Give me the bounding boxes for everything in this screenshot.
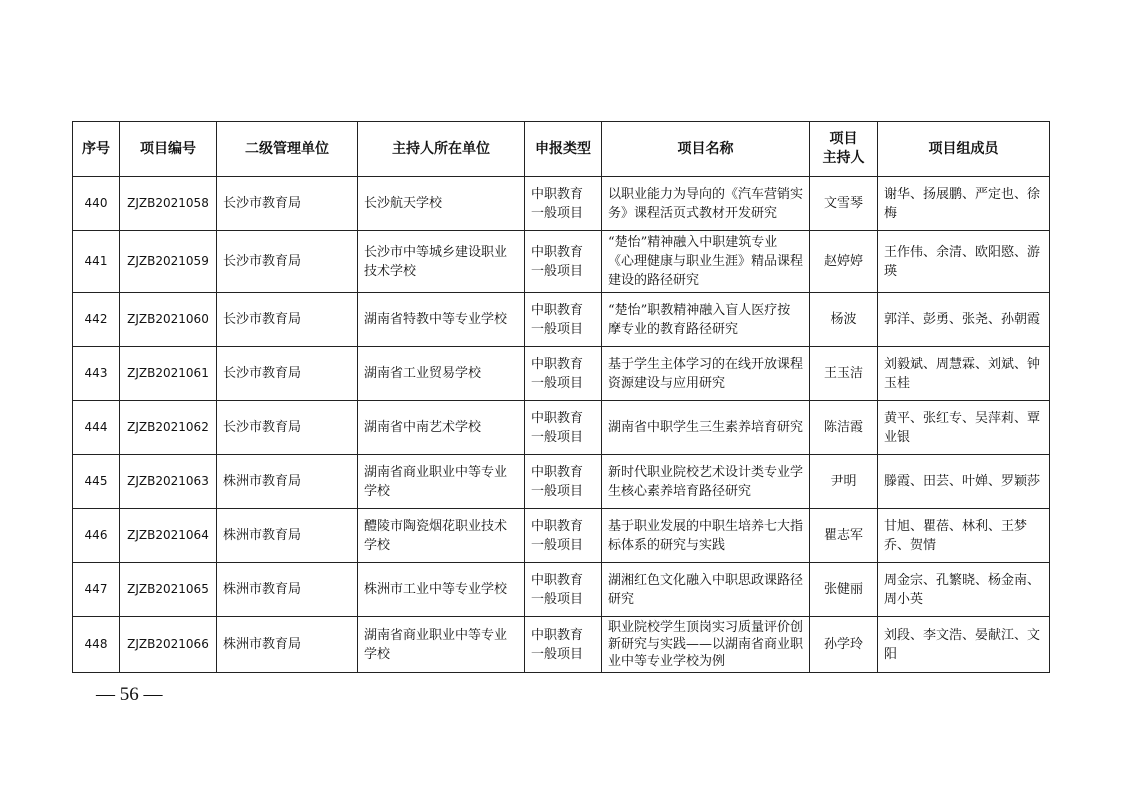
cell-code: ZJZB2021064	[120, 509, 217, 563]
cell-host-unit: 湖南省商业职业中等专业学校	[358, 617, 525, 673]
page-number: — 56 —	[96, 684, 163, 705]
cell-seq: 444	[73, 401, 120, 455]
cell-host: 孙学玲	[810, 617, 878, 673]
cell-name: 湖南省中职学生三生素养培育研究	[602, 401, 810, 455]
cell-unit: 长沙市教育局	[217, 231, 358, 293]
cell-host-unit: 湖南省特教中等专业学校	[358, 293, 525, 347]
cell-host: 陈洁霞	[810, 401, 878, 455]
cell-type: 中职教育一般项目	[525, 455, 602, 509]
cell-code: ZJZB2021063	[120, 455, 217, 509]
cell-host-unit: 长沙市中等城乡建设职业技术学校	[358, 231, 525, 293]
table-row	[73, 617, 1050, 673]
cell-name: “楚怡”职教精神融入盲人医疗按摩专业的教育路径研究	[602, 293, 810, 347]
cell-code: ZJZB2021059	[120, 231, 217, 293]
cell-name: 基于职业发展的中职生培养七大指标体系的研究与实践	[602, 509, 810, 563]
cell-members: 黄平、张红专、吴萍莉、覃业银	[878, 401, 1050, 455]
cell-unit: 株洲市教育局	[217, 617, 358, 673]
cell-name: “楚怡”精神融入中职建筑专业《心理健康与职业生涯》精品课程建设的路径研究	[602, 231, 810, 293]
cell-unit: 长沙市教育局	[217, 401, 358, 455]
header-members: 项目组成员	[878, 122, 1050, 177]
cell-host: 尹明	[810, 455, 878, 509]
cell-members: 谢华、扬展鹏、严定也、徐梅	[878, 177, 1050, 231]
table-row	[73, 455, 1050, 509]
cell-members: 刘段、李文浩、晏献江、文阳	[878, 617, 1050, 673]
cell-members: 郭洋、彭勇、张尧、孙朝霞	[878, 293, 1050, 347]
table-row	[73, 177, 1050, 231]
cell-name: 以职业能力为导向的《汽车营销实务》课程活页式教材开发研究	[602, 177, 810, 231]
cell-host: 瞿志军	[810, 509, 878, 563]
cell-seq: 448	[73, 617, 120, 673]
cell-type: 中职教育一般项目	[525, 231, 602, 293]
cell-type: 中职教育一般项目	[525, 347, 602, 401]
cell-unit: 株洲市教育局	[217, 509, 358, 563]
cell-host-unit: 株洲市工业中等专业学校	[358, 563, 525, 617]
cell-host: 赵婷婷	[810, 231, 878, 293]
cell-seq: 442	[73, 293, 120, 347]
cell-host: 杨波	[810, 293, 878, 347]
header-host-unit: 主持人所在单位	[358, 122, 525, 177]
cell-name: 职业院校学生顶岗实习质量评价创新研究与实践——以湖南省商业职业中等专业学校为例	[602, 617, 810, 673]
table-row	[73, 347, 1050, 401]
cell-type: 中职教育一般项目	[525, 563, 602, 617]
cell-name: 新时代职业院校艺术设计类专业学生核心素养培育路径研究	[602, 455, 810, 509]
table-row	[73, 401, 1050, 455]
cell-code: ZJZB2021062	[120, 401, 217, 455]
cell-code: ZJZB2021060	[120, 293, 217, 347]
cell-unit: 长沙市教育局	[217, 347, 358, 401]
cell-host-unit: 湖南省中南艺术学校	[358, 401, 525, 455]
header-code: 项目编号	[120, 122, 217, 177]
table-row	[73, 509, 1050, 563]
cell-host-unit: 湖南省工业贸易学校	[358, 347, 525, 401]
cell-host: 张健丽	[810, 563, 878, 617]
cell-host: 王玉洁	[810, 347, 878, 401]
project-table	[72, 121, 1050, 673]
table-header-row	[73, 122, 1050, 177]
table-row	[73, 563, 1050, 617]
cell-members: 刘毅斌、周慧霖、刘斌、钟玉桂	[878, 347, 1050, 401]
header-unit: 二级管理单位	[217, 122, 358, 177]
cell-type: 中职教育一般项目	[525, 177, 602, 231]
cell-name: 基于学生主体学习的在线开放课程资源建设与应用研究	[602, 347, 810, 401]
cell-code: ZJZB2021061	[120, 347, 217, 401]
cell-code: ZJZB2021066	[120, 617, 217, 673]
table-row	[73, 293, 1050, 347]
cell-unit: 株洲市教育局	[217, 455, 358, 509]
cell-host: 文雪琴	[810, 177, 878, 231]
cell-type: 中职教育一般项目	[525, 617, 602, 673]
table-row	[73, 231, 1050, 293]
cell-host-unit: 醴陵市陶瓷烟花职业技术学校	[358, 509, 525, 563]
cell-type: 中职教育一般项目	[525, 509, 602, 563]
cell-seq: 447	[73, 563, 120, 617]
cell-unit: 长沙市教育局	[217, 177, 358, 231]
cell-code: ZJZB2021058	[120, 177, 217, 231]
cell-seq: 445	[73, 455, 120, 509]
cell-members: 甘旭、瞿蓓、林利、王梦乔、贺情	[878, 509, 1050, 563]
cell-members: 滕霞、田芸、叶婵、罗颖莎	[878, 455, 1050, 509]
header-name: 项目名称	[602, 122, 810, 177]
cell-name: 湖湘红色文化融入中职思政课路径研究	[602, 563, 810, 617]
header-seq: 序号	[73, 122, 120, 177]
cell-type: 中职教育一般项目	[525, 401, 602, 455]
cell-seq: 446	[73, 509, 120, 563]
cell-unit: 长沙市教育局	[217, 293, 358, 347]
header-host: 项目 主持人	[810, 122, 878, 177]
cell-host-unit: 湖南省商业职业中等专业学校	[358, 455, 525, 509]
cell-type: 中职教育一般项目	[525, 293, 602, 347]
project-table-container	[72, 121, 1049, 673]
cell-unit: 株洲市教育局	[217, 563, 358, 617]
cell-seq: 443	[73, 347, 120, 401]
cell-seq: 440	[73, 177, 120, 231]
cell-members: 周金宗、孔繁晓、杨金南、周小英	[878, 563, 1050, 617]
cell-code: ZJZB2021065	[120, 563, 217, 617]
cell-seq: 441	[73, 231, 120, 293]
cell-host-unit: 长沙航天学校	[358, 177, 525, 231]
cell-members: 王作伟、余清、欧阳愍、游瑛	[878, 231, 1050, 293]
header-type: 申报类型	[525, 122, 602, 177]
